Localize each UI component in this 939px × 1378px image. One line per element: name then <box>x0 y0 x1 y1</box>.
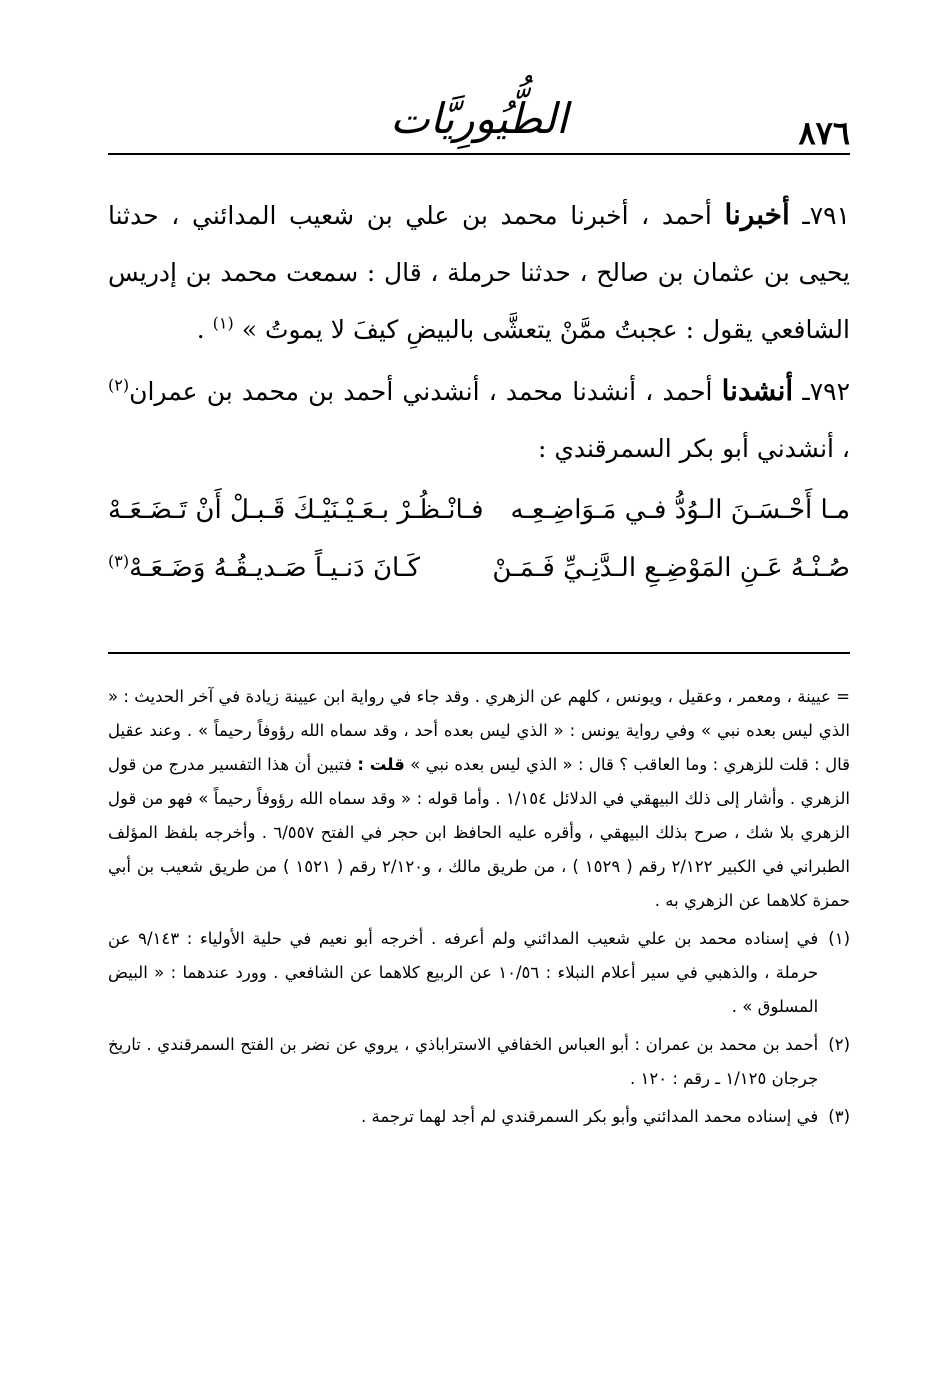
footnote-1 <box>108 922 850 1024</box>
footnote-rule <box>108 652 850 654</box>
hadith-text: أحمد ، أنشدنا محمد ، أنشدني أحمد بن محمد بن عمران <box>129 377 722 406</box>
hadith-lead-word: أنشدنا <box>721 374 794 407</box>
hemistich: كَـانَ دَنـيـاً صَـديـقُـهُ وَضَـعَـهْ <box>129 553 420 583</box>
footnote-mark: (٢) <box>828 1035 850 1054</box>
hadith-text: ، أنشدني أبو بكر السمرقندي : <box>537 434 850 463</box>
hemistich: صُـنْـهُ عَـنِ المَوْضِـعِ الـدَّنِـيِّ فَـمَـنْ <box>492 553 850 583</box>
footnote-text: = عيينة ، ومعمر ، وعقيل ، ويونس ، كلهم عن الزهري . وقد جاء في رواية ابن عيينة زيادة في آخر الحديث : « الذي ليس بعده نبي » وفي رواية يونس : « الذي ليس بعده أحد ، وقد سماه الله رؤوفاً رحيماً » . وعند عقيل قال : قلت للزهري : وما العاقب ؟ قال : « الذي ليس بعده نبي » <box>108 687 850 774</box>
footnote-ref: (٣) <box>108 551 130 571</box>
hemistich-with-ref <box>108 539 420 597</box>
hadith-792 <box>108 362 850 477</box>
running-title: الطُّيُورِيَّات <box>390 94 568 143</box>
hadith-end: . <box>196 315 213 344</box>
footnote-continuation <box>108 680 850 918</box>
hemistich: مـا أَحْـسَـنَ الـوُدُّ فـي مَـوَاضِـعِـه <box>510 495 850 525</box>
header-rule <box>108 153 850 155</box>
footnotes <box>108 680 850 1134</box>
footnote-text: في إسناده محمد المدائني وأبو بكر السمرقندي لم أجد لهما ترجمة . <box>361 1107 819 1126</box>
hadith-number: ٧٩٢ـ <box>793 377 851 406</box>
footnote-ref: (١) <box>212 313 234 333</box>
footnote-2 <box>108 1028 850 1096</box>
footnote-3 <box>108 1100 850 1134</box>
footnote-text: أحمد بن محمد بن عمران : أبو العباس الخفافي الاستراباذي ، يروي عن نضر بن الفتح السمرقندي . تاريخ جرجان ١/١٢٥ ـ رقم : ١٢٠ . <box>108 1035 819 1088</box>
page-number: ٨٧٦ <box>798 114 850 152</box>
footnote-text: في إسناده محمد بن علي شعيب المدائني ولم أعرفه . أخرجه أبو نعيم في حلية الأولياء : ٩/١٤٣ عن حرملة ، والذهبي في سير أعلام النبلاء : ١٠/٥٦ عن الربيع كلاهما عن الشافعي . وورد عندهما : « البيض المسلوق » . <box>108 929 819 1016</box>
hadith-791 <box>108 186 850 358</box>
hadith-lead-word: أخبرنا <box>724 198 790 231</box>
footnote-text: فتبين أن هذا التفسير مدرج من قول الزهري . وأشار إلى ذلك البيهقي في الدلائل ١/١٥٤ . وأما قوله : « وقد سماه الله رؤوفاً رحيماً » فهو من قول الزهري بلا شك ، صرح بذلك البيهقي ، وأقره عليه الحافظ ابن حجر في الفتح ٦/٥٥٧ . وأخرجه بلفظ المؤلف الطبراني في الكبير ٢/١٢٢ رقم ( ١٥٢٩ ) ، من طريق مالك ، و٢/١٢٠ رقم ( ١٥٢١ ) من طريق شعيب بن أبي حمزة كلاهما عن الزهري به . <box>108 755 851 910</box>
poem-line-2 <box>108 539 850 597</box>
footnote-mark: (١) <box>828 929 850 948</box>
hadith-text: أحمد ، أخبرنا محمد بن علي بن شعيب المدائني ، حدثنا يحيى بن عثمان بن صالح ، حدثنا حرملة ، قال : سمعت محمد بن إدريس الشافعي يقول : عجبتُ ممَّنْ يتعشَّى بالبيضِ كيفَ لا يموتُ » <box>108 201 850 344</box>
footnote-ref: (٢) <box>108 375 130 395</box>
qult-label: قلت : <box>357 755 405 774</box>
poem-line-1 <box>108 481 850 539</box>
hemistich: فـانْـظُـرْ بـعَـيْـنَيْـكَ قَـبـلْ أَنْ تَـضَـعَـهْ <box>108 495 484 525</box>
footnote-mark: (٣) <box>828 1107 850 1126</box>
main-text <box>108 186 850 597</box>
page-header <box>108 92 850 156</box>
hadith-number: ٧٩١ـ <box>789 201 850 230</box>
